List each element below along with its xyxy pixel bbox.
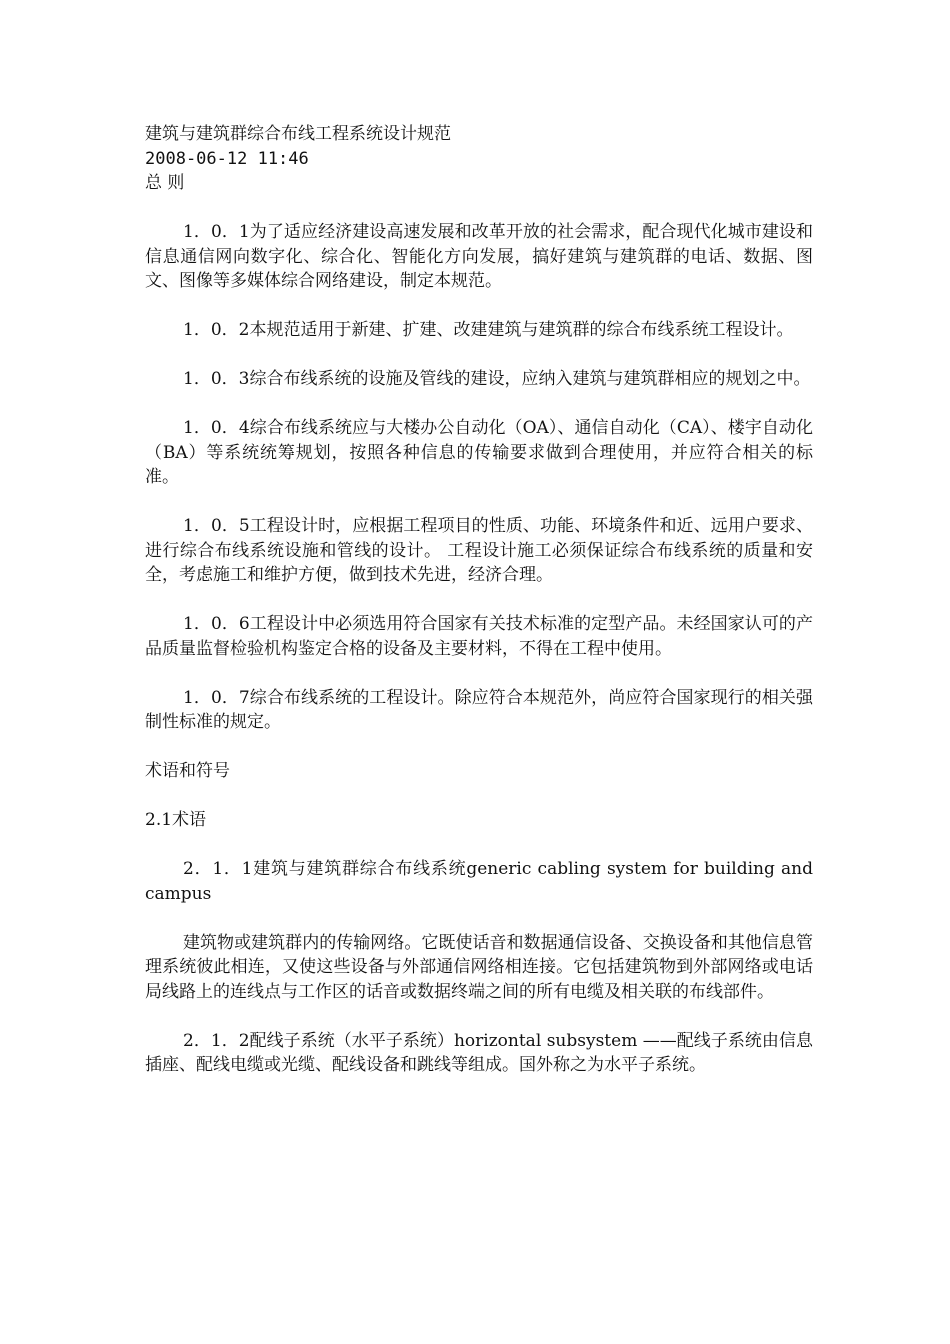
clause-1-0-7: 1．0．7综合布线系统的工程设计。除应符合本规范外，尚应符合国家现行的相关强制性标准的规定。 [145,687,813,732]
document-title: 建筑与建筑群综合布线工程系统设计规范 [145,124,451,144]
section-2-1-heading: 2.1术语 [145,810,207,830]
term-2-1-2: 2．1．2配线子系统（水平子系统）horizontal subsystem ——配线子系统由信息插座、配线电缆或光缆、配线设备和跳线等组成。国外称之为水平子系统。 [145,1030,813,1075]
clause-1-0-3: 1．0．3综合布线系统的设施及管线的建设，应纳入建筑与建筑群相应的规划之中。 [183,369,811,389]
term-2-1-1-definition: 建筑物或建筑群内的传输网络。它既使话音和数据通信设备、交换设备和其他信息管理系统彼此相连，又使这些设备与外部通信网络相连接。它包括建筑物到外部网络或电话局线路上的连线点与工作区的话音或数据终端之间的所有电缆及相关联的布线部件。 [145,932,813,1002]
clause-1-0-2: 1．0．2本规范适用于新建、扩建、改建建筑与建筑群的综合布线系统工程设计。 [183,320,794,340]
document-page [145,122,813,1102]
clause-1-0-1: 1．0．1为了适应经济建设高速发展和改革开放的社会需求，配合现代化城市建设和信息通信网向数字化、综合化、智能化方向发展，搞好建筑与建筑群的电话、数据、图文、图像等多媒体综合网络建设，制定本规范。 [145,222,813,291]
clause-1-0-5: 1．0．5工程设计时，应根据工程项目的性质、功能、环境条件和近、远用户要求、进行综合布线系统设施和管线的设计。 工程设计施工必须保证综合布线系统的质量和安全，考虑施工和维护方便，做到技术先进，经济合理。 [145,516,813,585]
chapter1-heading: 总 则 [145,173,185,193]
clause-1-0-4: 1．0．4综合布线系统应与大楼办公自动化（OA）、通信自动化（CA）、楼宇自动化（BA）等系统统筹规划，按照各种信息的传输要求做到合理使用，并应符合相关的标准。 [145,418,813,487]
term-2-1-1: 2．1．1建筑与建筑群综合布线系统generic cabling system for building and campus [145,859,813,904]
spacer [145,196,813,221]
document-datetime: 2008-06-12 11:46 [145,148,309,169]
clause-1-0-6: 1．0．6工程设计中必须选用符合国家有关技术标准的定型产品。未经国家认可的产品质量监督检验机构鉴定合格的设备及主要材料，不得在工程中使用。 [145,614,813,659]
chapter2-heading: 术语和符号 [145,761,230,781]
